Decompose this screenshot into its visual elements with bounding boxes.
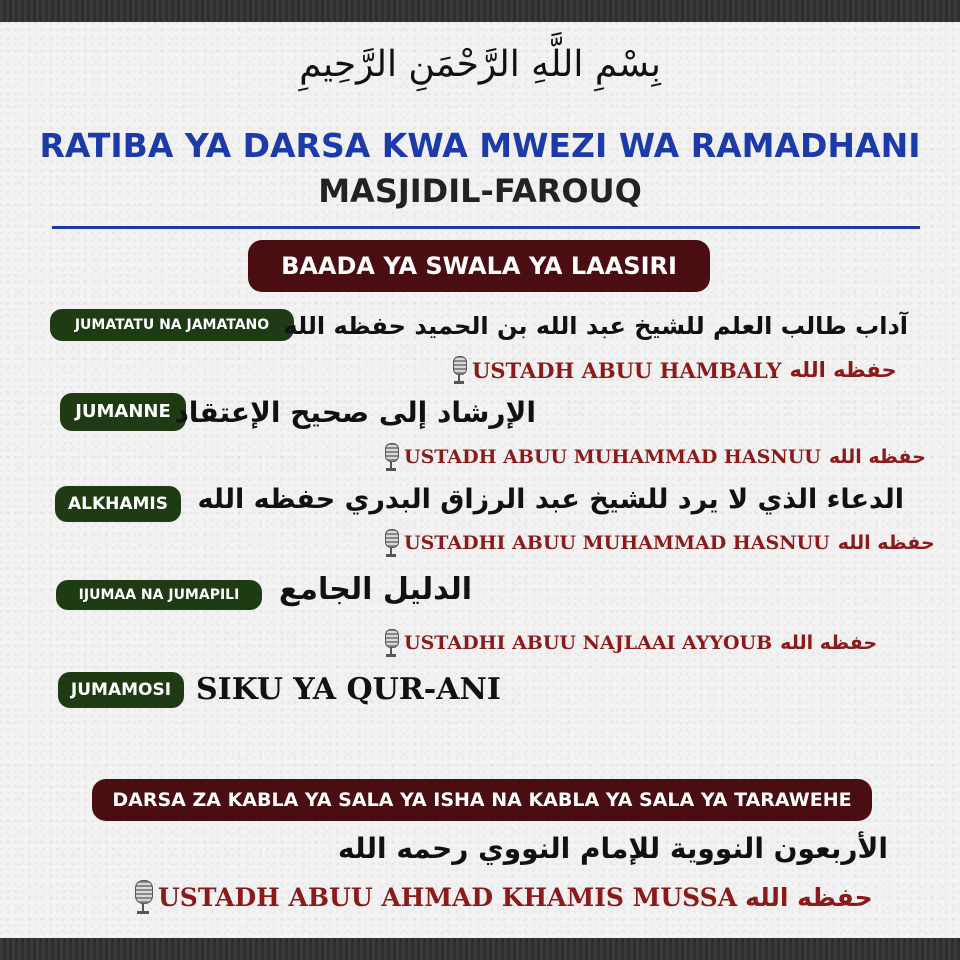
day-badge-saturday: JUMAMOSI [58,672,184,708]
teacher-line-3 [384,529,935,557]
section-banner-isha-tarawehe: DARSA ZA KABLA YA SALA YA ISHA NA KABLA YA SALA YA TARAWEHE [92,779,872,821]
honorific: حفظه الله [837,532,935,554]
microphone-icon [134,880,152,914]
title-divider [52,226,920,229]
teacher-name: USTADHI ABUU NAJLAAI AYYOUB [404,632,773,654]
microphone-icon [452,356,466,384]
teacher-line-5 [134,880,873,914]
day-badge-tuesday: JUMANNE [60,393,186,431]
book-title-dua: الدعاء الذي لا يرد للشيخ عبد الرزاق البدري حفظه الله [197,484,904,515]
page-subtitle: MASJIDIL-FAROUQ [318,172,642,210]
teacher-name: USTADH ABUU MUHAMMAD HASNUU [404,446,821,468]
book-title-irshad: الإرشاد إلى صحيح الإعتقاد [174,396,536,429]
book-title-arbain: الأربعون النووية للإمام النووي رحمه الله [338,832,888,865]
day-badge-thursday: ALKHAMIS [55,486,181,522]
page-title: RATIBA YA DARSA KWA MWEZI WA RAMADHANI [39,126,921,165]
section-banner-asr: BAADA YA SWALA YA LAASIRI [248,240,710,292]
microphone-icon [384,629,398,657]
teacher-name: USTADHI ABUU MUHAMMAD HASNUU [404,532,830,554]
microphone-icon [384,443,398,471]
basmala-calligraphy: بِسْمِ اللَّهِ الرَّحْمَنِ الرَّحِيمِ [299,44,661,85]
day-badge-friday-sunday: IJUMAA NA JUMAPILI [56,580,262,610]
honorific: حفظه الله [780,632,878,654]
honorific: حفظه الله [789,358,897,382]
bottom-border [0,938,960,960]
honorific: حفظه الله [745,882,873,912]
book-title-adab: آداب طالب العلم للشيخ عبد الله بن الحميد حفظه الله [283,312,908,340]
teacher-line-2 [384,443,926,471]
book-title-dalil: الدليل الجامع [278,572,472,607]
quran-day-label: SIKU YA QUR-ANI [196,672,501,707]
teacher-name: USTADH ABUU HAMBALY [472,357,782,383]
teacher-name: USTADH ABUU AHMAD KHAMIS MUSSA [158,882,738,912]
microphone-icon [384,529,398,557]
day-badge-monday-wednesday: JUMATATU NA JAMATANO [50,309,294,341]
top-border [0,0,960,22]
teacher-line-1 [452,356,897,384]
honorific: حفظه الله [828,446,926,468]
teacher-line-4 [384,629,877,657]
